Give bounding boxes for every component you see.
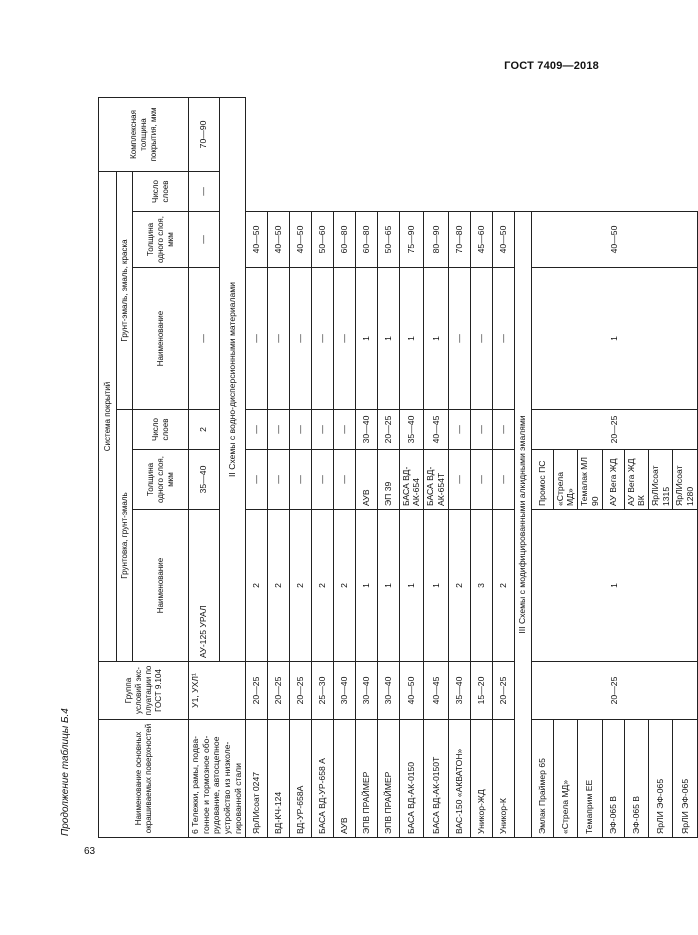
primer-thickness: 30—40 (333, 662, 355, 720)
primer-layers: 2 (448, 510, 470, 662)
enamel-name: — (189, 268, 220, 410)
total-thickness: 75—90 (399, 212, 423, 268)
total-thickness: 40—50 (289, 212, 311, 268)
enamel-thickness: 40—45 (424, 410, 448, 450)
primer-thickness: 20—25 (289, 662, 311, 720)
header-group: Группа условий экс-плуатации по ГОСТ 9.104 (99, 662, 189, 720)
table-row (492, 97, 514, 837)
table-row (289, 97, 311, 837)
table-row (602, 97, 624, 837)
enamel-thickness: — (492, 410, 514, 450)
table-row (377, 97, 399, 837)
enamel-layers: 1 (531, 268, 697, 410)
enamel-layers: — (245, 268, 267, 410)
primer-thickness: 25—30 (311, 662, 333, 720)
enamel-thickness: 20—25 (377, 410, 399, 450)
enamel-name: ЯрЛИсоат 1280 (673, 450, 697, 510)
enamel-name: Промос ПС (531, 450, 553, 510)
header-total: Комплексная толщина покрытия, мкм (99, 97, 189, 171)
header-primer-name: Наименование (133, 510, 189, 662)
section-title-water: II Схемы с водно-дисперсионными материалами (219, 97, 245, 661)
enamel-thickness: — (448, 410, 470, 450)
primer-layers: 2 (311, 510, 333, 662)
table-row (424, 97, 448, 837)
primer-name: ЭФ-065 В (602, 720, 624, 838)
primer-name: ВД-КЧ-124 (267, 720, 289, 838)
table-row (649, 97, 673, 837)
header-enamel-thickness: Толщина одного слоя, мкм (133, 212, 189, 268)
enamel-layers: 1 (355, 268, 377, 410)
table-row (448, 97, 470, 837)
primer-name: ЯрЛИ ЭФ-065 (673, 720, 697, 838)
table-row (470, 97, 492, 837)
enamel-thickness: — (267, 410, 289, 450)
primer-name: ВД-УР-658А (289, 720, 311, 838)
primer-thickness: 40—50 (399, 662, 423, 720)
primer-name: Уникор-ЖД (470, 720, 492, 838)
primer-name: БАСА ВД-УР-658 А (311, 720, 333, 838)
total-thickness: 60—80 (355, 212, 377, 268)
rotated-table-container (98, 98, 696, 838)
enamel-layers: — (189, 171, 220, 211)
table-row (578, 97, 602, 837)
section-title-alkyd: III Схемы с модифицированными алкидными эмалями (514, 212, 531, 838)
group-cell: У1, УХЛ¹ (189, 662, 246, 720)
coating-systems-table (98, 97, 698, 838)
table-row (189, 97, 220, 837)
enamel-layers: 1 (377, 268, 399, 410)
table-row (355, 97, 377, 837)
header-enamel-name: Наименование (133, 268, 189, 410)
table-row (333, 97, 355, 837)
total-thickness: 70—90 (189, 97, 220, 171)
primer-name: Уникор-К (492, 720, 514, 838)
primer-layers: 2 (289, 510, 311, 662)
primer-thickness: 40—45 (424, 662, 448, 720)
enamel-name: ЭП 39 (377, 450, 399, 510)
enamel-name: — (492, 450, 514, 510)
enamel-thickness: — (470, 410, 492, 450)
enamel-layers: — (470, 268, 492, 410)
primer-layers: 1 (355, 510, 377, 662)
table-row (245, 97, 267, 837)
primer-layers: 2 (333, 510, 355, 662)
table-row (673, 97, 697, 837)
primer-layers: 2 (267, 510, 289, 662)
enamel-thickness: — (311, 410, 333, 450)
enamel-layers: — (289, 268, 311, 410)
primer-thickness: 20—25 (492, 662, 514, 720)
header-primer-thickness: Толщина одного слоя, мкм (133, 450, 189, 510)
header-surface: Наименование основных окрашиваемых поверхностей (99, 720, 189, 838)
enamel-name: АУ Вега ЖД ВК (624, 450, 648, 510)
enamel-thickness: 35—40 (399, 410, 423, 450)
primer-layers: 2 (492, 510, 514, 662)
enamel-layers: — (492, 268, 514, 410)
header-primer-group: Грунтовка, грунт-эмаль (117, 410, 133, 662)
primer-name: БАСА ВД-АК-0150Т (424, 720, 448, 838)
primer-thickness: 35—40 (448, 662, 470, 720)
primer-name: Эмлак Праймер 65 (531, 720, 553, 838)
enamel-name: — (311, 450, 333, 510)
table-row (531, 97, 553, 837)
enamel-name: — (245, 450, 267, 510)
primer-thickness: 20—25 (531, 662, 697, 720)
enamel-name: «Стрела МД» (553, 450, 577, 510)
enamel-name: Темалак МЛ 90 (578, 450, 602, 510)
page-number: 63 (84, 846, 96, 857)
total-thickness: 40—50 (531, 212, 697, 268)
primer-name: БАСА ВД-АК-0150 (399, 720, 423, 838)
enamel-name: АУ Вега ЖД (602, 450, 624, 510)
primer-thickness: 30—40 (377, 662, 399, 720)
table-caption: Продолжение таблицы Б.4 (60, 708, 71, 836)
enamel-name: АУВ (355, 450, 377, 510)
enamel-layers: — (448, 268, 470, 410)
enamel-thickness: — (333, 410, 355, 450)
enamel-name: — (448, 450, 470, 510)
enamel-name: БАСА ВД-АК-654Т (424, 450, 448, 510)
total-thickness: 50—65 (377, 212, 399, 268)
total-thickness: 45—60 (470, 212, 492, 268)
primer-name: ЯрЛИ ЭФ-065 (649, 720, 673, 838)
enamel-layers: — (267, 268, 289, 410)
primer-name: ЯрЛИсоат 0247 (245, 720, 267, 838)
primer-name: ЭФ-065 В (624, 720, 648, 838)
total-thickness: 40—50 (245, 212, 267, 268)
enamel-thickness: — (245, 410, 267, 450)
total-thickness: 80—90 (424, 212, 448, 268)
primer-name: АУВ (333, 720, 355, 838)
table-row (624, 97, 648, 837)
total-thickness: 60—80 (333, 212, 355, 268)
table-row (267, 97, 289, 837)
enamel-name: БАСА ВД-АК-654 (399, 450, 423, 510)
table-row (553, 97, 577, 837)
primer-name: Темаприм ЕЕ (578, 720, 602, 838)
primer-name: ЭПВ ПРАЙМЕР (355, 720, 377, 838)
header-enamel-group: Грунт-эмаль, эмаль, краска (117, 171, 133, 409)
enamel-layers: 1 (424, 268, 448, 410)
header-enamel-layers: Число слоев (133, 171, 189, 211)
total-thickness: 50—60 (311, 212, 333, 268)
enamel-name: — (470, 450, 492, 510)
primer-layers: 1 (531, 510, 697, 662)
enamel-thickness: 20—25 (531, 410, 697, 450)
primer-name: «Стрела МД» (553, 720, 577, 838)
primer-layers: 1 (399, 510, 423, 662)
primer-layers: 2 (189, 410, 220, 450)
surface-cell: 6 Тележки, рамы, подва-гонное и тормозное обо-рудование, автосцепное устройство из низколе-гированной стали (189, 720, 246, 838)
primer-layers: 3 (470, 510, 492, 662)
primer-name: ЭПВ ПРАЙМЕР (377, 720, 399, 838)
enamel-thickness: 30—40 (355, 410, 377, 450)
header-system: Система покрытий (99, 171, 117, 661)
enamel-layers: 1 (399, 268, 423, 410)
enamel-name: ЯрЛИсоат 1315 (649, 450, 673, 510)
enamel-name: — (267, 450, 289, 510)
total-thickness: 70—80 (448, 212, 470, 268)
enamel-layers: — (311, 268, 333, 410)
primer-thickness: 20—25 (245, 662, 267, 720)
total-thickness: 40—50 (267, 212, 289, 268)
enamel-name: — (333, 450, 355, 510)
document-code: ГОСТ 7409—2018 (504, 60, 599, 72)
enamel-thickness: — (289, 410, 311, 450)
total-thickness: 40—50 (492, 212, 514, 268)
primer-name: ВАС-150 «АКВАТОН» (448, 720, 470, 838)
enamel-thickness: — (189, 212, 220, 268)
enamel-name: — (289, 450, 311, 510)
primer-layers: 1 (424, 510, 448, 662)
primer-thickness: 35—40 (189, 450, 220, 510)
primer-thickness: 30—40 (355, 662, 377, 720)
primer-thickness: 15—20 (470, 662, 492, 720)
primer-layers: 2 (245, 510, 267, 662)
primer-thickness: 20—25 (267, 662, 289, 720)
table-row (311, 97, 333, 837)
header-primer-layers: Число слоев (133, 410, 189, 450)
enamel-layers: — (333, 268, 355, 410)
primer-layers: 1 (377, 510, 399, 662)
table-row (399, 97, 423, 837)
primer-name: АУ-125 УРАЛ (189, 510, 220, 662)
